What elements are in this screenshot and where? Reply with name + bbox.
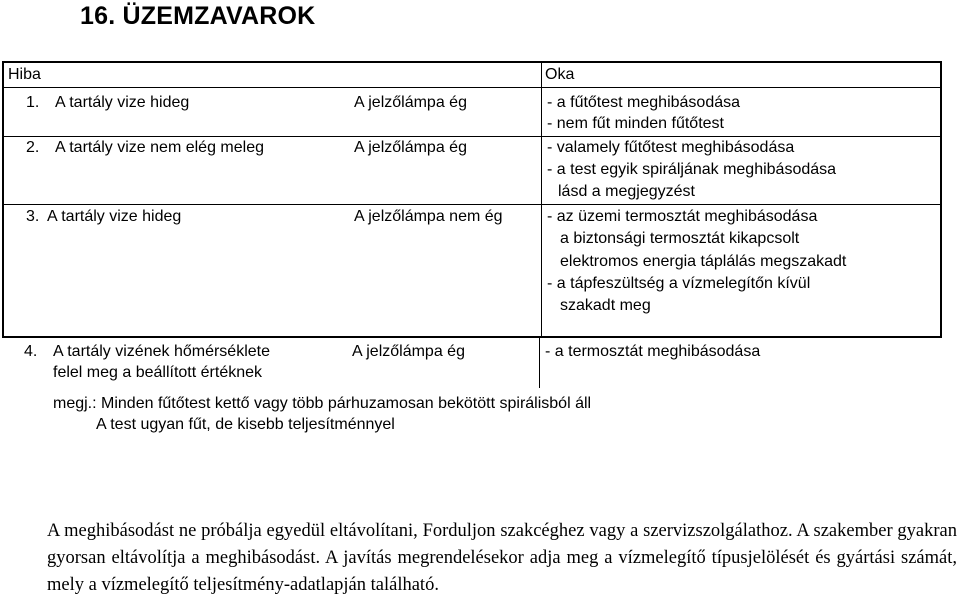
- row-number: 4.: [24, 343, 38, 360]
- cause-text: - a fűtőtest meghibásodása: [547, 94, 741, 111]
- cause-text: - nem fűt minden fűtőtest: [547, 115, 724, 132]
- cause-text: - a termosztát meghibásodása: [545, 343, 761, 360]
- indicator-text: A jelzőlámpa ég: [352, 343, 465, 360]
- closing-paragraph: A meghibásodást ne próbálja egyedül eltávolítani, Forduljon szakcéghez vagy a szervizszolgálathoz. A szakember gyakran gyorsan eltávolítja a meghibásodást. A javítás megrendelésekor adja meg a vízmelegítő típusjelölését és gyártási számát, mely a vízmelegítő teljesítmény-adatlapján található.: [47, 521, 957, 595]
- cause-text: lásd a megjegyzést: [558, 183, 695, 200]
- page-title: 16. ÜZEMZAVAROK: [80, 2, 316, 30]
- cause-text: a biztonsági termosztát kikapcsolt: [560, 230, 800, 247]
- cause-text: - a test egyik spiráljának meghibásodása: [547, 161, 837, 178]
- fault-text: A tartály vizének hőmérséklete: [53, 343, 270, 360]
- cause-text: - a tápfeszültség a vízmelegítőn kívül: [547, 275, 811, 292]
- fault-text: A tartály vize nem elég meleg: [55, 139, 264, 156]
- row-number: 1.: [26, 94, 40, 111]
- indicator-text: A jelzőlámpa ég: [354, 139, 467, 156]
- fault-table: [2, 61, 942, 338]
- cause-column-divider: [541, 63, 542, 336]
- header-fault: Hiba: [8, 66, 41, 83]
- fault-text: A tartály vize hideg: [47, 208, 182, 225]
- cause-text: - az üzemi termosztát meghibásodása: [547, 208, 818, 225]
- row-number: 3.: [26, 208, 40, 225]
- indicator-text: A jelzőlámpa ég: [354, 94, 467, 111]
- row-divider: [4, 204, 940, 205]
- cause-column-divider: [539, 338, 540, 388]
- row-number: 2.: [26, 139, 40, 156]
- fault-text: A tartály vize hideg: [55, 94, 190, 111]
- cause-text: - valamely fűtőtest meghibásodása: [547, 139, 795, 156]
- header-divider: [4, 87, 940, 88]
- header-cause: Oka: [545, 66, 575, 83]
- cause-text: elektromos energia táplálás megszakadt: [560, 253, 847, 270]
- note-label: megj.: [53, 395, 93, 412]
- note-line-1: : Minden fűtőtest kettő vagy több párhuzamosan bekötött spirálisból áll: [92, 395, 592, 412]
- cause-text: szakadt meg: [560, 297, 651, 314]
- note-line-2: A test ugyan fűt, de kisebb teljesítménnyel: [96, 416, 395, 433]
- fault-text: felel meg a beállított értéknek: [53, 364, 263, 381]
- indicator-text: A jelzőlámpa nem ég: [354, 208, 503, 225]
